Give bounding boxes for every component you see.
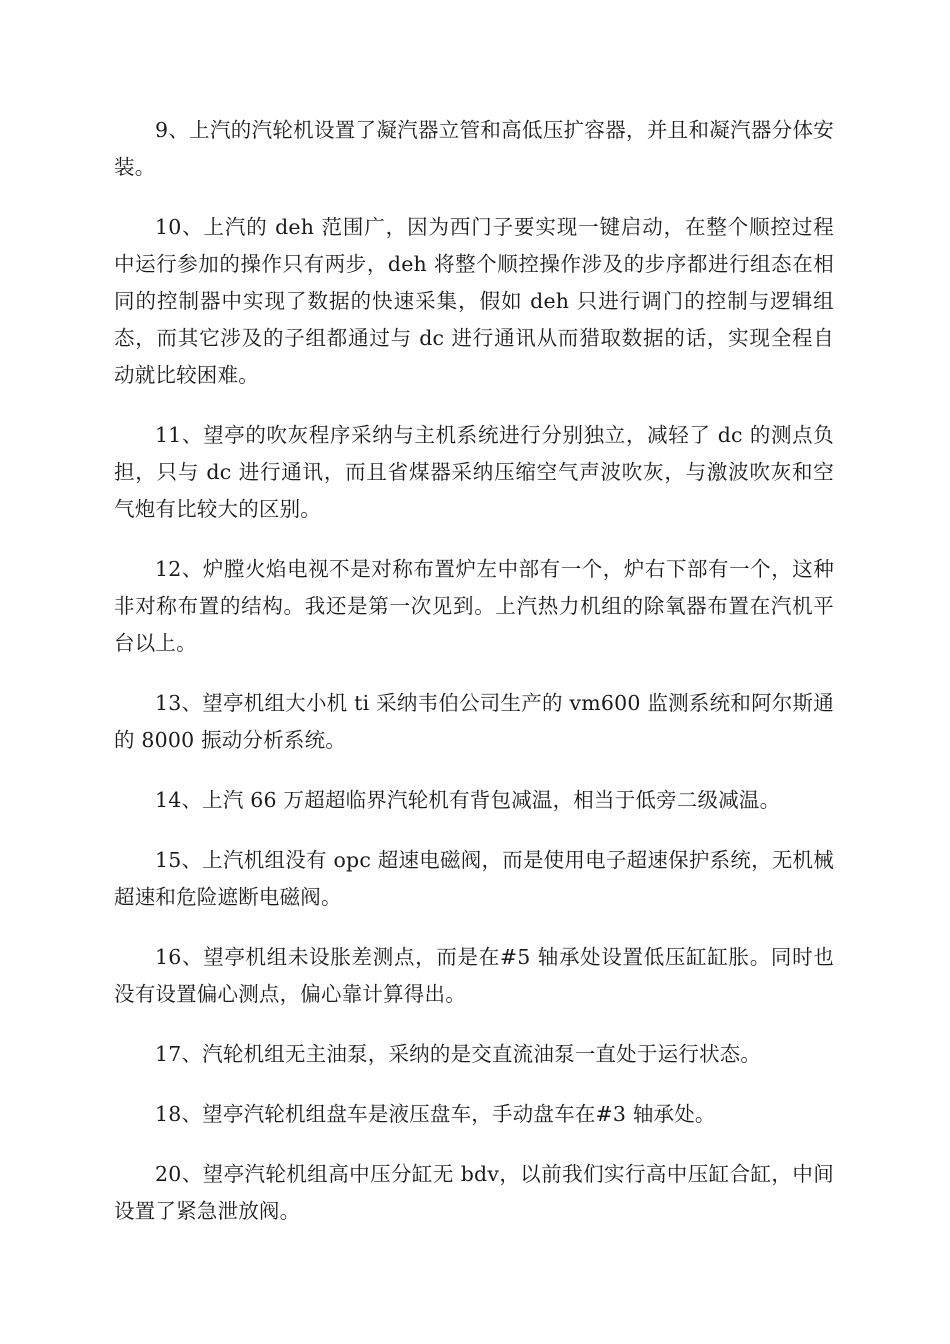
paragraph-15: 15、上汽机组没有 opc 超速电磁阀，而是使用电子超速保护系统，无机械超速和危险遮断电磁阀。 (114, 848, 834, 909)
paragraph-13: 13、望亭机组大小机 ti 采纳韦伯公司生产的 vm600 监测系统和阿尔斯通的 8000 振动分析系统。 (114, 691, 834, 752)
paragraph-18: 18、望亭汽轮机组盘车是液压盘车，手动盘车在#3 轴承处。 (155, 1102, 716, 1126)
document-body (114, 112, 834, 1253)
paragraph-12: 12、炉膛火焰电视不是对称布置炉左中部有一个，炉右下部有一个，这种非对称布置的结构。我还是第一次见到。上汽热力机组的除氧器布置在汽机平台以上。 (114, 557, 834, 655)
paragraph-11: 11、望亭的吹灰程序采纳与主机系统进行分别独立，减轻了 dc 的测点负担，只与 dc 进行通讯，而且省煤器采纳压缩空气声波吹灰，与激波吹灰和空气炮有比较大的区别。 (114, 423, 834, 521)
paragraph-10: 10、上汽的 deh 范围广，因为西门子要实现一键启动，在整个顺控过程中运行参加的操作只有两步，deh 将整个顺控操作涉及的步序都进行组态在相同的控制器中实现了数据的快速采集，假如 deh 只进行调门的控制与逻辑组态，而其它涉及的子组都通过与 dc 进行通讯从而猎取数据的话，实现全程自动就比较困难。 (114, 215, 834, 387)
paragraph-16: 16、望亭机组未设胀差测点，而是在#5 轴承处设置低压缸缸胀。同时也没有设置偏心测点，偏心靠计算得出。 (114, 945, 834, 1006)
paragraph-9: 9、上汽的汽轮机设置了凝汽器立管和高低压扩容器，并且和凝汽器分体安装。 (114, 118, 834, 179)
paragraph-14: 14、上汽 66 万超超临界汽轮机有背包减温，相当于低旁二级减温。 (155, 788, 781, 812)
paragraph-17: 17、汽轮机组无主油泵，采纳的是交直流油泵一直处于运行状态。 (155, 1042, 762, 1066)
paragraph-20: 20、望亭汽轮机组高中压分缸无 bdv，以前我们实行高中压缸合缸，中间设置了紧急泄放阀。 (114, 1162, 834, 1223)
